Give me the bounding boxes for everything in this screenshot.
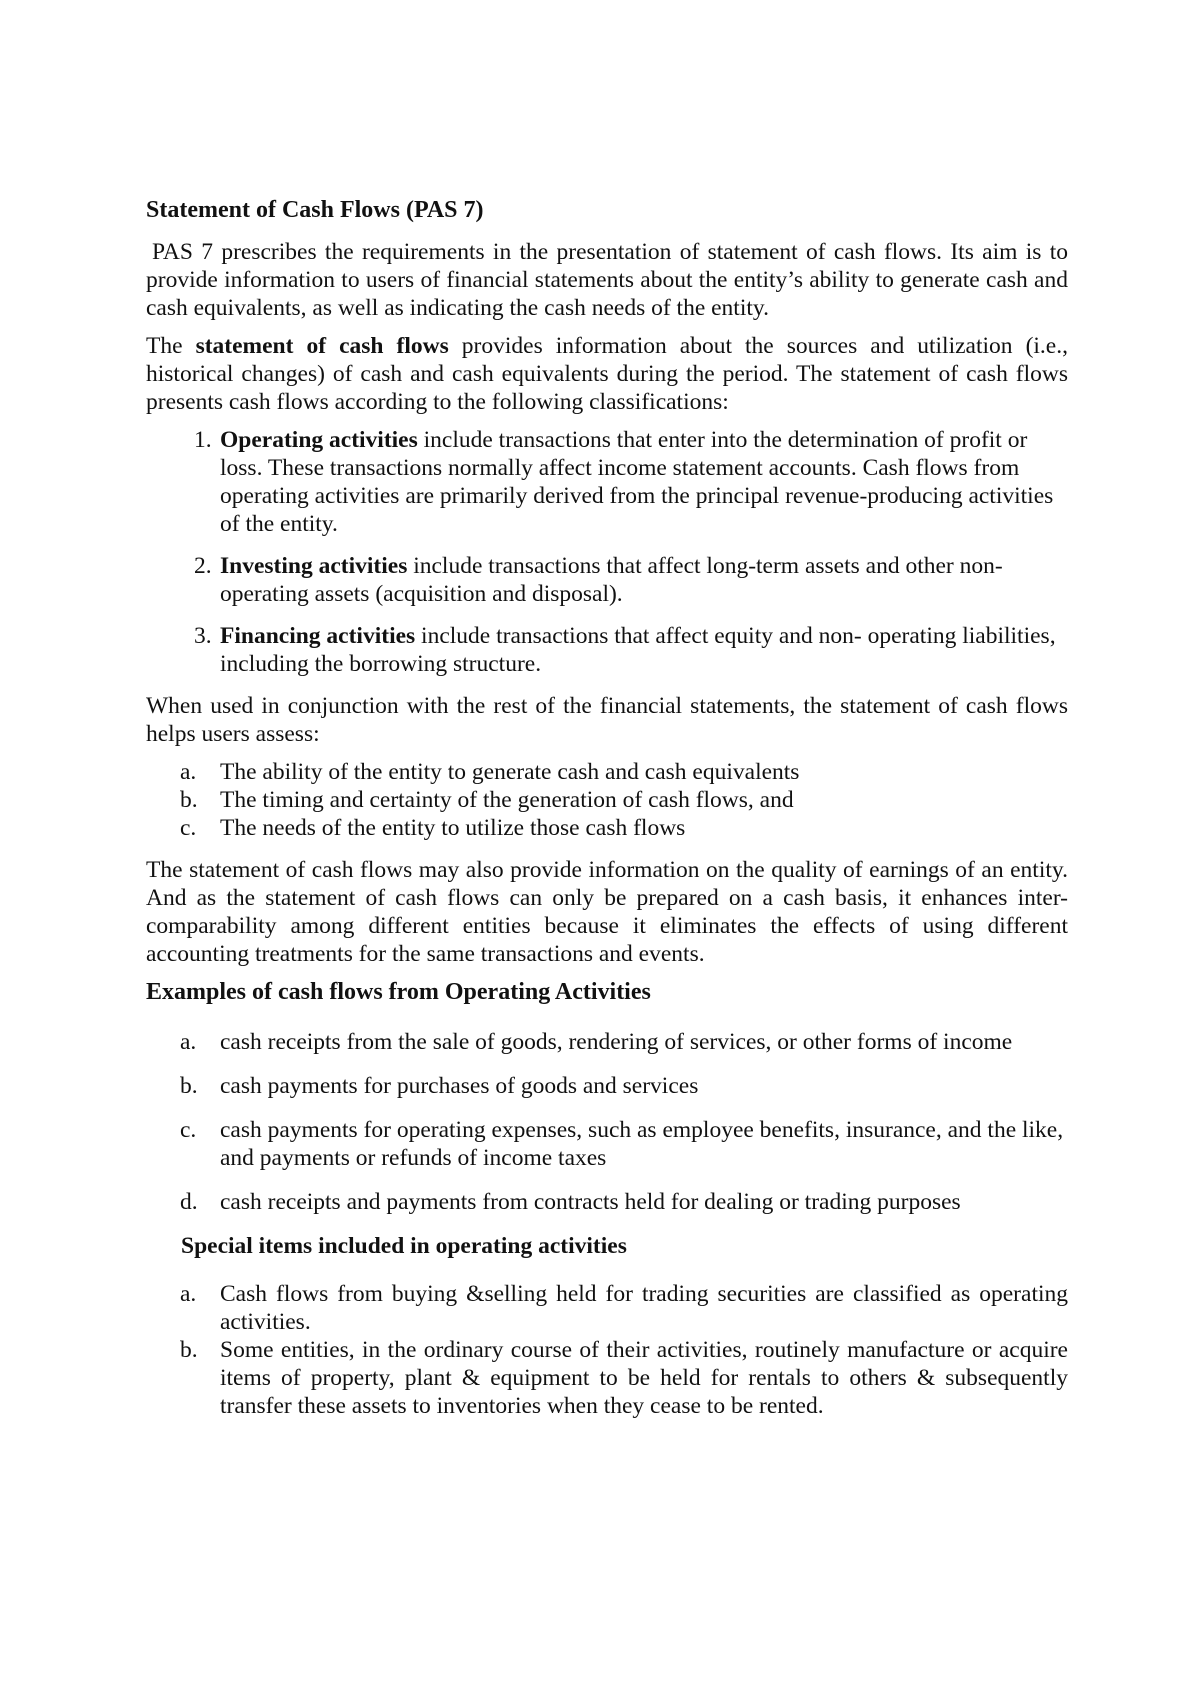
list-item-text: cash payments for purchases of goods and services [220, 1073, 699, 1099]
examples-heading: Examples of cash flows from Operating Activities [146, 979, 651, 1005]
list-item-text: cash receipts and payments from contracts held for dealing or trading purposes [220, 1189, 961, 1215]
list-item-text: The timing and certainty of the generation of cash flows, and [220, 787, 794, 813]
statement-definition-paragraph [146, 332, 1068, 416]
list-item [146, 786, 1068, 814]
classification-text: include transactions that affect equity and non- operating liabilities, including the borrowing structure. [220, 623, 1056, 677]
list-item [146, 758, 1068, 786]
classification-text: include transactions that enter into the determination of profit or loss. These transactions normally affect income statement accounts. Cash flows from operating activities are primarily derived from the principal revenue-producing activities of the entity. [220, 427, 1054, 537]
list-marker: a. [180, 1029, 197, 1055]
special-items-list [146, 1280, 1068, 1420]
classification-term: Investing activities [220, 553, 408, 579]
list-marker: d. [180, 1189, 198, 1215]
classification-text: include transactions that affect long-term assets and other non-operating assets (acquisition and disposal). [220, 553, 1003, 607]
list-item [146, 1116, 1068, 1172]
list-marker: 3. [194, 623, 212, 649]
assess-list [146, 758, 1068, 842]
list-marker: b. [180, 1337, 198, 1363]
list-marker: c. [180, 1117, 197, 1143]
list-marker: b. [180, 787, 198, 813]
list-marker: a. [180, 759, 197, 785]
list-item [146, 1280, 1068, 1336]
list-item-text: cash receipts from the sale of goods, rendering of services, or other forms of income [220, 1029, 1013, 1055]
list-item-text: Cash flows from buying &selling held for trading securities are classified as operating activities. [220, 1281, 1068, 1335]
classification-item-financing [146, 622, 1068, 678]
list-marker: 2. [194, 553, 212, 579]
classification-list [146, 426, 1068, 678]
list-item-text: The needs of the entity to utilize those cash flows [220, 815, 686, 841]
para2-post: provides information about the sources and utilization (i.e., historical changes) of cash and cash equivalents during the period. The statement of cash flows presents cash flows according to the following classifications: [146, 333, 1068, 415]
list-item-text: Some entities, in the ordinary course of their activities, routinely manufacture or acquire items of property, plant & equipment to be held for rentals to others & subsequently transfer these assets to inventories when they cease to be rented. [220, 1337, 1068, 1419]
para2-pre: The [146, 333, 196, 359]
intro-paragraph: PAS 7 prescribes the requirements in the presentation of statement of cash flows. Its aim is to provide information to users of financial statements about the entity’s ability to generate cash and cash equivalents, as well as indicating the cash needs of the entity. [146, 239, 1068, 321]
assess-intro-paragraph: When used in conjunction with the rest of the financial statements, the statement of cash flows helps users assess: [146, 693, 1068, 747]
list-marker: b. [180, 1073, 198, 1099]
classification-term: Operating activities [220, 427, 418, 453]
document-body [146, 196, 1068, 1434]
list-item-text: cash payments for operating expenses, such as employee benefits, insurance, and the like, and payments or refunds of income taxes [220, 1117, 1064, 1171]
document-title: Statement of Cash Flows (PAS 7) [146, 197, 484, 223]
classification-term: Financing activities [220, 623, 416, 649]
list-item [146, 814, 1068, 842]
list-marker: c. [180, 815, 197, 841]
classification-item-operating [146, 426, 1068, 538]
classification-item-investing [146, 552, 1068, 608]
special-items-heading: Special items included in operating activities [181, 1233, 627, 1259]
list-item [146, 1028, 1068, 1056]
list-item [146, 1188, 1068, 1216]
list-marker: 1. [194, 427, 212, 453]
list-item [146, 1072, 1068, 1100]
quality-of-earnings-paragraph: The statement of cash flows may also provide information on the quality of earnings of an entity. And as the statement of cash flows can only be prepared on a cash basis, it enhances inter-comparability among different entities because it eliminates the effects of using different accounting treatments for the same transactions and events. [146, 857, 1068, 967]
para2-bold-term: statement of cash flows [195, 333, 449, 359]
examples-list [146, 1028, 1068, 1216]
list-item-text: The ability of the entity to generate cash and cash equivalents [220, 759, 800, 785]
list-marker: a. [180, 1281, 197, 1307]
list-item [146, 1336, 1068, 1420]
